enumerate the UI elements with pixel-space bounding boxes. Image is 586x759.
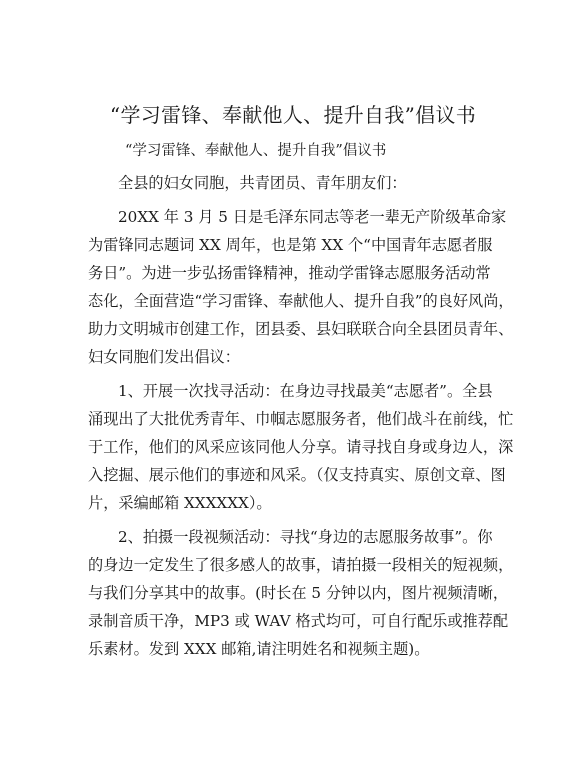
paragraph-line: 为雷锋同志题词 XX 周年，也是第 XX 个“中国青年志愿者服	[88, 236, 493, 254]
paragraph-line: 片，采编邮箱 XXXXXX）。	[88, 494, 272, 512]
salutation: 全县的妇女同胞，共青团员、青年朋友们：	[118, 174, 407, 192]
document-title: “学习雷锋、奉献他人、提升自我”倡议书	[109, 103, 477, 127]
paragraph-line: 的身边一定发生了很多感人的故事，请拍摄一段相关的短视频，	[88, 556, 514, 574]
paragraph-line: 乐素材。发到 XXX 邮箱,请注明姓名和视频主题)。	[88, 640, 430, 658]
paragraph-line: 妇女同胞们发出倡议：	[88, 348, 240, 366]
paragraph-line: 涌现出了大批优秀青年、巾帼志愿服务者，他们战斗在前线，忙	[88, 410, 514, 428]
document-subtitle: “学习雷锋、奉献他人、提升自我”倡议书	[125, 143, 387, 159]
paragraph-line: 录制音质干净，MP3 或 WAV 格式均可，可自行配乐或推荐配	[88, 612, 509, 630]
paragraph-line: 态化，全面营造“学习雷锋、奉献他人、提升自我”的良好风尚，	[88, 292, 514, 310]
paragraph-line: 20XX 年 3 月 5 日是毛泽东同志等老一辈无产阶级革命家	[118, 208, 507, 226]
paragraph-line: 与我们分享其中的故事。(时长在 5 分钟以内，图片视频清晰，	[88, 584, 509, 602]
paragraph-line: 1、开展一次找寻活动：在身边寻找最美“志愿者”。全县	[118, 382, 493, 400]
paragraph-line: 助力文明城市创建工作，团县委、县妇联联合向全县团员青年、	[88, 320, 514, 338]
paragraph-line: 于工作，他们的风采应该同他人分享。请寻找自身或身边人，深	[88, 438, 514, 456]
paragraph-line: 2、拍摄一段视频活动：寻找“身边的志愿服务故事”。你	[118, 528, 493, 546]
paragraph-line: 入挖掘、展示他们的事迹和风采。（仅支持真实、原创文章、图	[88, 466, 506, 484]
paragraph-line: 务日”。为进一步弘扬雷锋精神，推动学雷锋志愿服务活动常	[88, 264, 491, 282]
